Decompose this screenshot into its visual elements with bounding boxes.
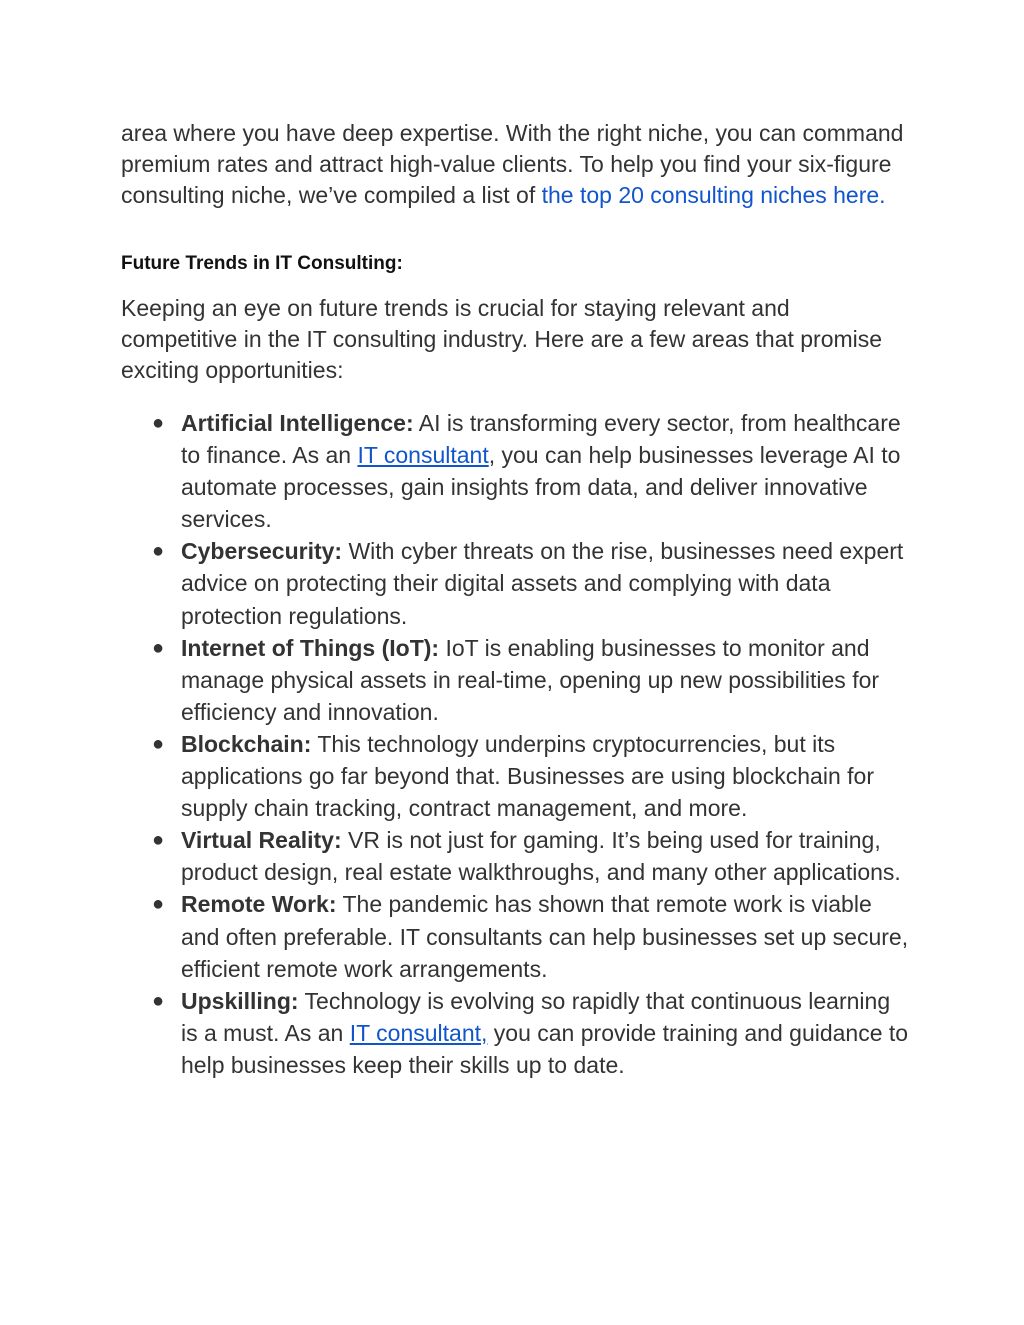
it-consultant-link[interactable]: IT consultant, [349,1019,488,1046]
trend-term: Remote Work: [181,891,337,918]
opening-paragraph [121,118,911,211]
it-consultant-link[interactable]: IT consultant [357,442,489,469]
list-item-cybersecurity [121,535,911,631]
trend-text: IoT is enabling businesses to monitor and manage physical assets in real-time, opening up new possibilities for efficiency and innovation. [181,634,880,725]
list-item-artificial-intelligence [121,407,911,535]
trends-list [121,407,911,1081]
list-item-virtual-reality [121,824,911,888]
trend-text: Technology is evolving so rapidly that continuous learning is a must. As an [181,987,891,1046]
trend-text: AI is transforming every sector, from healthcare to finance. As an [181,410,901,469]
list-item-upskilling [121,985,911,1081]
opening-paragraph-text: area where you have deep expertise. With the right niche, you can command premium rates and attract high-value clients. To help you find your six-figure consulting niche, we’ve compiled a list of [121,120,904,208]
top-20-niches-link[interactable]: the top 20 consulting niches here. [541,182,886,208]
bullet-icon: ● [152,412,165,434]
trend-term: Blockchain: [181,730,312,757]
list-item-remote-work [121,888,911,984]
trend-text: This technology underpins cryptocurrencies, but its applications go far beyond that. Businesses are using blockchain for supply chain tracking, contract management, and more. [181,730,874,822]
document-page [121,118,911,1081]
list-item-iot [121,632,911,728]
bullet-icon: ● [152,636,165,659]
section-heading: Future Trends in IT Consulting: [121,253,403,274]
trend-text: , you can help businesses leverage AI to automate processes, gain insights from data, and deliver innovative services. [181,442,901,533]
trend-text: you can provide training and guidance to help businesses keep their skills up to date. [181,1019,909,1078]
intro-paragraph: Keeping an eye on future trends is crucial for staying relevant and competitive in the IT consulting industry. Here are a few areas that promise exciting opportunities: [121,295,883,383]
trend-term: Virtual Reality: [181,827,342,854]
bullet-icon: ● [152,732,165,755]
trend-text: With cyber threats on the rise, businesses need expert advice on protecting their digital assets and complying with data protection regulations. [181,538,904,629]
trend-term: Artificial Intelligence: [181,410,414,436]
trend-term: Internet of Things (IoT): [181,634,440,661]
trend-text: VR is not just for gaming. It’s being used for training, product design, real estate walkthroughs, and many other applications. [181,827,901,886]
bullet-icon: ● [152,540,165,563]
list-item-blockchain [121,728,911,824]
bullet-icon: ● [152,829,165,852]
trend-term: Upskilling: [181,987,299,1014]
bullet-icon: ● [152,893,165,916]
trend-text: The pandemic has shown that remote work is viable and often preferable. IT consultants can help businesses set up secure, efficient remote work arrangements. [181,891,909,982]
trend-term: Cybersecurity: [181,538,343,565]
bullet-icon: ● [152,989,165,1012]
